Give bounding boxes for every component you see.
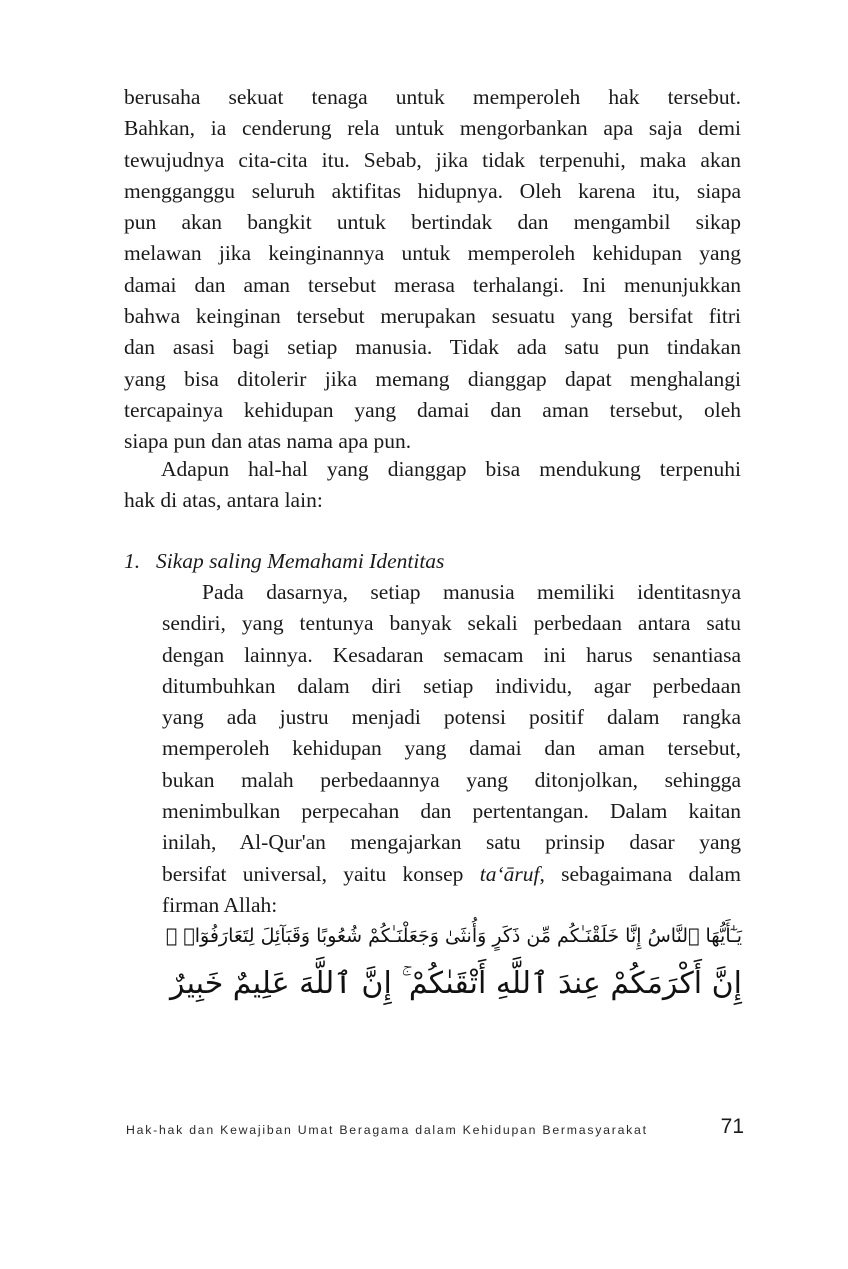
page-number: 71 [720, 1115, 744, 1138]
paragraph-1 [124, 82, 741, 458]
text-line: tercapainya kehidupan yang damai dan aman tersebut, oleh [124, 397, 741, 422]
verse-line: إِنَّ أَكْرَمَكُمْ عِندَ ٱللَّهِ أَتْقَىٰكُمْ ۚ إِنَّ ٱللَّهَ عَلِيمٌ خَبِيرٌ [170, 966, 742, 1001]
text-line: tewujudnya cita-cita itu. Sebab, jika tidak terpenuhi, maka akan [124, 147, 741, 172]
section-heading [124, 546, 741, 577]
text-line: Pada dasarnya, setiap manusia memiliki identitasnya [202, 580, 741, 604]
running-footer-title: Hak-hak dan Kewajiban Umat Beragama dalam Kehidupan Bermasyarakat [126, 1123, 648, 1137]
paragraph-2 [124, 454, 741, 517]
text-line: dengan lainnya. Kesadaran semacam ini harus senantiasa [162, 642, 741, 667]
text-line: firman Allah: [162, 892, 278, 917]
text-line: damai dan aman tersebut merasa terhalangi. Ini menunjukkan [124, 272, 741, 297]
text-line: dan asasi bagi setiap manusia. Tidak ada satu pun tindakan [124, 335, 741, 360]
text-line: bahwa keinginan tersebut merupakan sesuatu yang bersifat fitri [124, 304, 741, 329]
text-line: sendiri, yang tentunya banyak sekali perbedaan antara satu [162, 611, 741, 636]
text-line: Adapun hal-hal yang dianggap bisa mendukung terpenuhi [161, 457, 741, 481]
quran-verse [160, 912, 742, 1024]
text-line: ditumbuhkan dalam diri setiap individu, agar perbedaan [162, 673, 741, 698]
text-line: melawan jika keinginannya untuk memperoleh kehidupan yang [124, 241, 741, 266]
text-line: pun akan bangkit untuk bertindak dan mengambil sikap [124, 210, 741, 235]
arabic-term: ta‘āruf [479, 861, 540, 886]
text-line: berusaha sekuat tenaga untuk memperoleh hak tersebut. [124, 85, 741, 109]
text-line: mengganggu seluruh aktifitas hidupnya. Oleh karena itu, siapa [124, 178, 741, 203]
text-line: siapa pun dan atas nama apa pun. [124, 429, 412, 454]
text-line: menimbulkan perpecahan dan pertentangan. Dalam kaitan [162, 799, 741, 824]
paragraph-3 [162, 577, 741, 921]
text-line-with-term [162, 859, 741, 890]
text-line: hak di atas, antara lain: [124, 488, 323, 513]
text-line: yang bisa ditolerir jika memang dianggap dapat menghalangi [124, 366, 741, 391]
text-line: memperoleh kehidupan yang damai dan aman tersebut, [162, 736, 741, 761]
verse-line: يَـٰٓأَيُّهَا ٱلنَّاسُ إِنَّا خَلَقْنَـٰكُم مِّن ذَكَرٍ وَأُنثَىٰ وَجَعَلْنَـٰكُمْ شُعُوبًا وَقَبَآئِلَ لِتَعَارَفُوٓا۟ ۚ [165, 925, 742, 947]
text-line: bukan malah perbedaannya yang ditonjolkan, sehingga [162, 767, 741, 792]
text-segment: bersifat universal, yaitu konsep [162, 861, 480, 886]
text-line: yang ada justru menjadi potensi positif dalam rangka [162, 705, 741, 730]
text-line: Bahkan, ia cenderung rela untuk mengorbankan apa saja demi [124, 116, 741, 141]
section-number: 1. [124, 549, 141, 573]
section-title: Sikap saling Memahami Identitas [156, 549, 445, 573]
text-segment: , sebagaimana dalam [539, 861, 741, 886]
text-line: inilah, Al-Qur'an mengajarkan satu prinsip dasar yang [162, 830, 741, 855]
